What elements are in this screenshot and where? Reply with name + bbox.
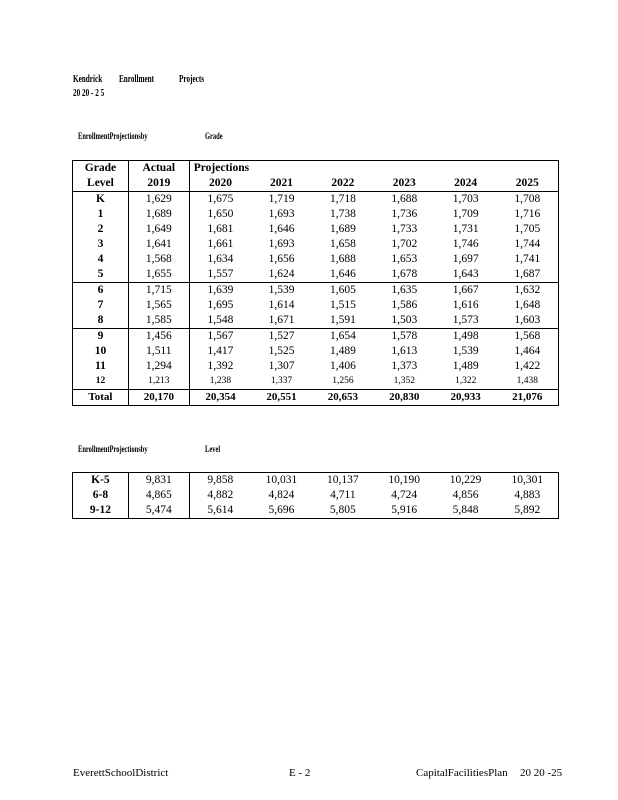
enrollment-cell: 1,705 bbox=[514, 223, 541, 235]
enrollment-cell: 1,406 bbox=[329, 360, 356, 372]
enrollment-cell: 1,689 bbox=[329, 223, 356, 235]
grade-label: 10 bbox=[73, 344, 129, 359]
grade-row bbox=[73, 207, 559, 222]
header-year-2020: 2020 bbox=[208, 177, 232, 189]
enrollment-cell: 4,711 bbox=[330, 489, 356, 501]
enrollment-cell: 1,641 bbox=[128, 237, 189, 252]
enrollment-cell: 1,392 bbox=[207, 360, 234, 372]
enrollment-cell: 4,824 bbox=[268, 489, 295, 501]
enrollment-cell: 4,724 bbox=[391, 489, 418, 501]
enrollment-cell: 4,883 bbox=[514, 489, 541, 501]
section2-title-a: EnrollmentProjectionsby bbox=[78, 444, 148, 454]
enrollment-cell: 9,858 bbox=[207, 474, 234, 486]
enrollment-cell: 1,688 bbox=[374, 192, 435, 208]
total-cell: 20,170 bbox=[128, 390, 189, 406]
enrollment-cell: 1,417 bbox=[207, 345, 234, 357]
enrollment-by-level-table bbox=[72, 472, 559, 519]
enrollment-cell: 1,715 bbox=[128, 283, 189, 299]
enrollment-cell: 1,613 bbox=[391, 345, 418, 357]
header-years: 20 20 - 2 5 bbox=[73, 88, 105, 99]
enrollment-cell: 1,573 bbox=[452, 314, 479, 326]
header-word-kendrick: Kendrick bbox=[73, 74, 103, 85]
enrollment-cell: 1,603 bbox=[514, 314, 541, 326]
enrollment-cell: 1,256 bbox=[332, 376, 354, 386]
footer-district: EverettSchoolDistrict bbox=[73, 767, 169, 779]
enrollment-cell: 1,648 bbox=[514, 299, 541, 311]
enrollment-cell: 1,655 bbox=[128, 267, 189, 283]
enrollment-cell: 4,882 bbox=[207, 489, 234, 501]
grade-label: 11 bbox=[73, 359, 129, 374]
enrollment-cell: 5,916 bbox=[391, 504, 418, 516]
grade-label: 2 bbox=[73, 222, 129, 237]
enrollment-cell: 1,591 bbox=[329, 314, 356, 326]
grade-row bbox=[73, 359, 559, 374]
grade-label: 9 bbox=[73, 329, 129, 345]
enrollment-cell: 4,865 bbox=[128, 488, 189, 503]
enrollment-cell: 10,229 bbox=[449, 474, 482, 486]
enrollment-cell: 1,643 bbox=[452, 268, 479, 280]
enrollment-cell: 5,474 bbox=[128, 503, 189, 519]
total-cell: 20,551 bbox=[251, 390, 312, 406]
header-word-projects: Projects bbox=[179, 74, 205, 85]
grade-label: 6 bbox=[73, 283, 129, 299]
table1-body bbox=[73, 192, 559, 390]
total-cell: 20,933 bbox=[435, 390, 497, 406]
enrollment-cell: 1,322 bbox=[454, 376, 477, 386]
enrollment-cell: 1,539 bbox=[251, 283, 312, 299]
enrollment-cell: 10,031 bbox=[265, 474, 298, 486]
section-title-level bbox=[78, 444, 278, 456]
enrollment-cell: 9,831 bbox=[128, 473, 189, 489]
enrollment-cell: 1,661 bbox=[207, 238, 234, 250]
grade-label: 12 bbox=[73, 374, 129, 390]
level-row bbox=[73, 488, 559, 503]
enrollment-cell: 1,649 bbox=[128, 222, 189, 237]
header-year-2021: 2021 bbox=[270, 177, 294, 189]
enrollment-cell: 1,650 bbox=[207, 208, 234, 220]
grade-label: 8 bbox=[73, 313, 129, 329]
enrollment-cell: 1,646 bbox=[268, 223, 295, 235]
table1-total-row bbox=[73, 390, 559, 406]
table2-body bbox=[73, 473, 559, 519]
enrollment-cell: 1,634 bbox=[207, 253, 234, 265]
header-actual: Actual bbox=[128, 161, 189, 177]
enrollment-cell: 1,498 bbox=[435, 329, 497, 345]
enrollment-cell: 1,337 bbox=[270, 376, 293, 386]
enrollment-cell: 1,525 bbox=[268, 345, 295, 357]
enrollment-cell: 1,503 bbox=[391, 314, 418, 326]
enrollment-cell: 1,616 bbox=[452, 299, 479, 311]
total-cell: 20,830 bbox=[374, 390, 435, 406]
enrollment-cell: 4,856 bbox=[452, 489, 479, 501]
enrollment-cell: 1,422 bbox=[514, 360, 541, 372]
enrollment-cell: 1,307 bbox=[268, 360, 295, 372]
header-level: Level bbox=[73, 176, 129, 192]
enrollment-cell: 1,515 bbox=[329, 299, 356, 311]
enrollment-cell: 1,489 bbox=[329, 345, 356, 357]
grade-label: 5 bbox=[73, 267, 129, 283]
enrollment-cell: 1,527 bbox=[251, 329, 312, 345]
header-year-2023: 2023 bbox=[392, 177, 416, 189]
grade-row bbox=[73, 283, 559, 299]
section-title-grade bbox=[78, 131, 278, 143]
total-cell: 20,653 bbox=[312, 390, 374, 406]
enrollment-cell: 1,548 bbox=[207, 314, 234, 326]
grade-row bbox=[73, 344, 559, 359]
total-cell: 21,076 bbox=[497, 390, 559, 406]
grade-row bbox=[73, 374, 559, 390]
header-year-2022: 2022 bbox=[331, 177, 355, 189]
enrollment-cell: 1,464 bbox=[514, 345, 541, 357]
grade-row bbox=[73, 329, 559, 345]
section1-title-a: EnrollmentProjectionsby bbox=[78, 131, 148, 141]
enrollment-cell: 1,658 bbox=[329, 238, 356, 250]
enrollment-cell: 5,892 bbox=[514, 504, 541, 516]
enrollment-cell: 1,629 bbox=[128, 192, 189, 208]
grade-row bbox=[73, 267, 559, 283]
header-year-2019: 2019 bbox=[128, 176, 189, 192]
enrollment-cell: 1,708 bbox=[497, 192, 559, 208]
enrollment-cell: 10,190 bbox=[388, 474, 421, 486]
total-cell: 20,354 bbox=[189, 390, 251, 406]
enrollment-cell: 1,697 bbox=[452, 253, 479, 265]
enrollment-cell: 1,373 bbox=[391, 360, 418, 372]
footer-plan-years: 20 20 -25 bbox=[520, 767, 563, 779]
enrollment-cell: 1,624 bbox=[268, 268, 295, 280]
grade-row bbox=[73, 252, 559, 267]
enrollment-cell: 5,805 bbox=[329, 504, 356, 516]
table1-header-row-1 bbox=[73, 161, 559, 177]
footer-plan-title: CapitalFacilitiesPlan bbox=[416, 767, 508, 779]
enrollment-cell: 1,565 bbox=[128, 298, 189, 313]
enrollment-cell: 1,456 bbox=[128, 329, 189, 345]
header-grade: Grade bbox=[73, 161, 129, 177]
enrollment-cell: 1,653 bbox=[391, 253, 418, 265]
enrollment-cell: 1,681 bbox=[207, 223, 234, 235]
enrollment-cell: 1,568 bbox=[497, 329, 559, 345]
enrollment-cell: 1,539 bbox=[452, 345, 479, 357]
enrollment-cell: 1,438 bbox=[516, 376, 538, 386]
table1-header-row-2 bbox=[73, 176, 559, 192]
enrollment-cell: 1,688 bbox=[329, 253, 356, 265]
enrollment-cell: 10,137 bbox=[327, 474, 359, 486]
enrollment-cell: 1,738 bbox=[329, 208, 356, 220]
enrollment-cell: 1,632 bbox=[497, 283, 559, 299]
enrollment-cell: 1,733 bbox=[391, 223, 418, 235]
enrollment-cell: 1,646 bbox=[329, 268, 356, 280]
header-projections: Projections bbox=[193, 162, 250, 174]
grade-label: K bbox=[73, 192, 129, 208]
footer-page-number: E - 2 bbox=[289, 767, 311, 779]
enrollment-cell: 1,746 bbox=[452, 238, 479, 250]
enrollment-cell: 1,693 bbox=[268, 238, 295, 250]
level-label: K-5 bbox=[73, 473, 129, 489]
level-label: 6-8 bbox=[73, 488, 129, 503]
enrollment-cell: 1,695 bbox=[207, 299, 234, 311]
enrollment-cell: 1,689 bbox=[128, 207, 189, 222]
enrollment-cell: 1,557 bbox=[207, 268, 234, 280]
enrollment-cell: 1,703 bbox=[435, 192, 497, 208]
grade-label: 1 bbox=[73, 207, 129, 222]
enrollment-cell: 1,702 bbox=[391, 238, 418, 250]
enrollment-cell: 1,511 bbox=[128, 344, 189, 359]
enrollment-cell: 1,567 bbox=[189, 329, 251, 345]
header-word-enrollment: Enrollment bbox=[119, 74, 155, 85]
enrollment-cell: 1,213 bbox=[128, 374, 189, 390]
section2-title-b: Level bbox=[205, 444, 221, 454]
enrollment-cell: 1,693 bbox=[268, 208, 295, 220]
enrollment-cell: 1,585 bbox=[128, 313, 189, 329]
enrollment-cell: 1,675 bbox=[189, 192, 251, 208]
enrollment-cell: 1,687 bbox=[514, 268, 541, 280]
enrollment-cell: 1,719 bbox=[251, 192, 312, 208]
enrollment-cell: 5,614 bbox=[207, 504, 234, 516]
total-label: Total bbox=[73, 390, 129, 406]
enrollment-cell: 1,294 bbox=[128, 359, 189, 374]
enrollment-cell: 1,635 bbox=[374, 283, 435, 299]
enrollment-cell: 1,741 bbox=[514, 253, 541, 265]
enrollment-cell: 1,709 bbox=[452, 208, 479, 220]
document-header bbox=[73, 74, 273, 102]
enrollment-cell: 1,238 bbox=[209, 376, 232, 386]
enrollment-cell: 10,301 bbox=[511, 474, 544, 486]
enrollment-cell: 1,352 bbox=[393, 376, 415, 386]
enrollment-cell: 1,605 bbox=[312, 283, 374, 299]
enrollment-cell: 1,716 bbox=[514, 208, 541, 220]
enrollment-cell: 1,639 bbox=[189, 283, 251, 299]
grade-label: 4 bbox=[73, 252, 129, 267]
header-year-2025: 2025 bbox=[515, 177, 539, 189]
header-year-2024: 2024 bbox=[454, 177, 478, 189]
grade-row bbox=[73, 237, 559, 252]
enrollment-cell: 1,489 bbox=[452, 360, 479, 372]
enrollment-cell: 5,848 bbox=[452, 504, 479, 516]
enrollment-cell: 1,654 bbox=[312, 329, 374, 345]
grade-label: 7 bbox=[73, 298, 129, 313]
enrollment-by-grade-table bbox=[72, 160, 559, 406]
enrollment-cell: 1,656 bbox=[268, 253, 295, 265]
enrollment-cell: 1,578 bbox=[374, 329, 435, 345]
enrollment-cell: 1,731 bbox=[452, 223, 479, 235]
enrollment-cell: 1,614 bbox=[268, 299, 295, 311]
level-label: 9-12 bbox=[73, 503, 129, 519]
enrollment-cell: 1,718 bbox=[312, 192, 374, 208]
grade-row bbox=[73, 222, 559, 237]
grade-row bbox=[73, 313, 559, 329]
enrollment-cell: 1,586 bbox=[391, 299, 418, 311]
grade-row bbox=[73, 192, 559, 208]
level-row bbox=[73, 473, 559, 489]
enrollment-cell: 1,671 bbox=[268, 314, 295, 326]
enrollment-cell: 1,736 bbox=[391, 208, 418, 220]
enrollment-cell: 1,568 bbox=[128, 252, 189, 267]
enrollment-cell: 1,744 bbox=[514, 238, 541, 250]
grade-label: 3 bbox=[73, 237, 129, 252]
enrollment-cell: 1,678 bbox=[391, 268, 418, 280]
grade-row bbox=[73, 298, 559, 313]
level-row bbox=[73, 503, 559, 519]
enrollment-cell: 1,667 bbox=[435, 283, 497, 299]
section1-title-b: Grade bbox=[205, 131, 223, 141]
enrollment-cell: 5,696 bbox=[268, 504, 295, 516]
